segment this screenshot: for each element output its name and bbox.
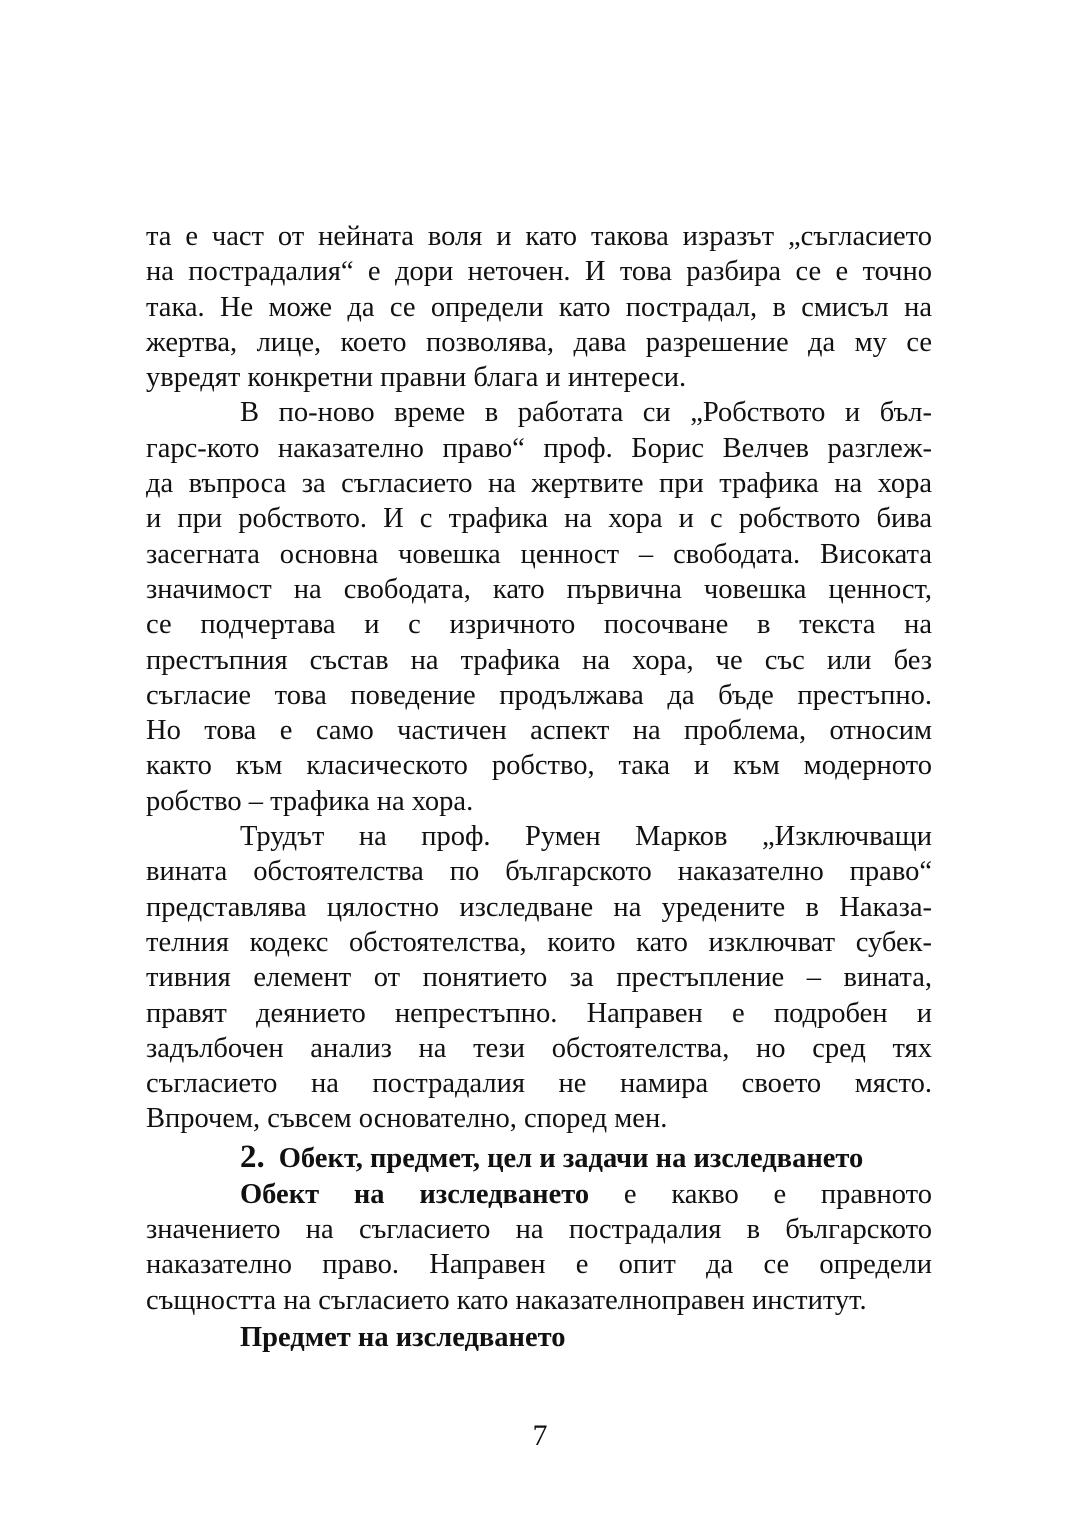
text-line: вината обстоятелства по българското наказателно право“ [146,856,932,888]
object-lead: Обект на изследването [240,1178,590,1210]
text-line: значението на съгласието на пострадалия в българското [146,1214,932,1246]
text-line: задълбочен анализ на тези обстоятелства, но сред тях [146,1032,932,1064]
text-line: така. Не може да се определи като пострадал, в смисъл на [146,291,932,323]
object-paragraph [146,1177,932,1318]
paragraph-2 [146,395,932,819]
page-number: 7 [532,1419,548,1452]
text-line: та е част от нейната воля и като такова изразът „съгласието [146,221,932,252]
text-line: засегната основна човешка ценност – свободата. Високата [146,538,932,570]
section-number: 2. [240,1138,265,1175]
text-line: съгласие това поведение продължава да бъде престъпно. [146,679,932,711]
text-line: гарс-кото наказателно право“ проф. Борис Велчев разглеж- [146,432,932,464]
subject-heading: Предмет на изследването [240,1321,566,1353]
text-line: робство – трафика на хора. [146,785,474,817]
text-line: наказателно право. Направен е опит да се определи [146,1249,932,1281]
paragraph-3 [146,819,932,1137]
text-line: жертва, лице, което позволява, дава разрешение да му се [146,326,932,358]
text-line: престъпния състав на трафика на хора, че със или без [146,644,932,676]
text-line: се подчертава и с изричното посочване в текста на [146,609,932,641]
text-line: Впрочем, съвсем основателно, според мен. [146,1103,668,1135]
section-title: Обект, предмет, цел и задачи на изследването [278,1142,864,1174]
text-line [146,1177,932,1212]
page-body [146,219,932,1355]
object-lead-rest: е какво е правното [589,1178,932,1210]
text-line: същността на съгласието като наказателноправен институт. [146,1284,867,1316]
text-line: както към класическото робство, така и към модерното [146,750,932,782]
text-line: В по-ново време в работата си „Робството и бъл- [240,397,932,429]
text-line: увредят конкретни правни блага и интереси. [146,362,687,394]
text-line: тивния елемент от понятието за престъпление – вината, [146,962,932,994]
text-line: и при робството. И с трафика на хора и с робството бива [146,503,932,535]
section-heading [146,1139,932,1177]
text-line: да въпроса за съгласието на жертвите при трафика на хора [146,468,932,500]
text-line: представлява цялостно изследване на уредените в Наказа- [146,891,932,923]
paragraph-1 [146,219,932,395]
text-line: правят деянието непрестъпно. Направен е подробен и [146,997,932,1029]
text-line: значимост на свободата, като първична човешка ценност, [146,573,932,605]
text-line: телния кодекс обстоятелства, които като изключват субек- [146,926,932,958]
text-line: на пострадалия“ е дори неточен. И това разбира се е точно [146,256,932,288]
text-line: Трудът на проф. Румен Марков „Изключващи [240,821,932,853]
text-line: съгласието на пострадалия не намира своето място. [146,1068,932,1100]
text-line: Но това е само частичен аспект на проблема, относим [146,715,932,747]
